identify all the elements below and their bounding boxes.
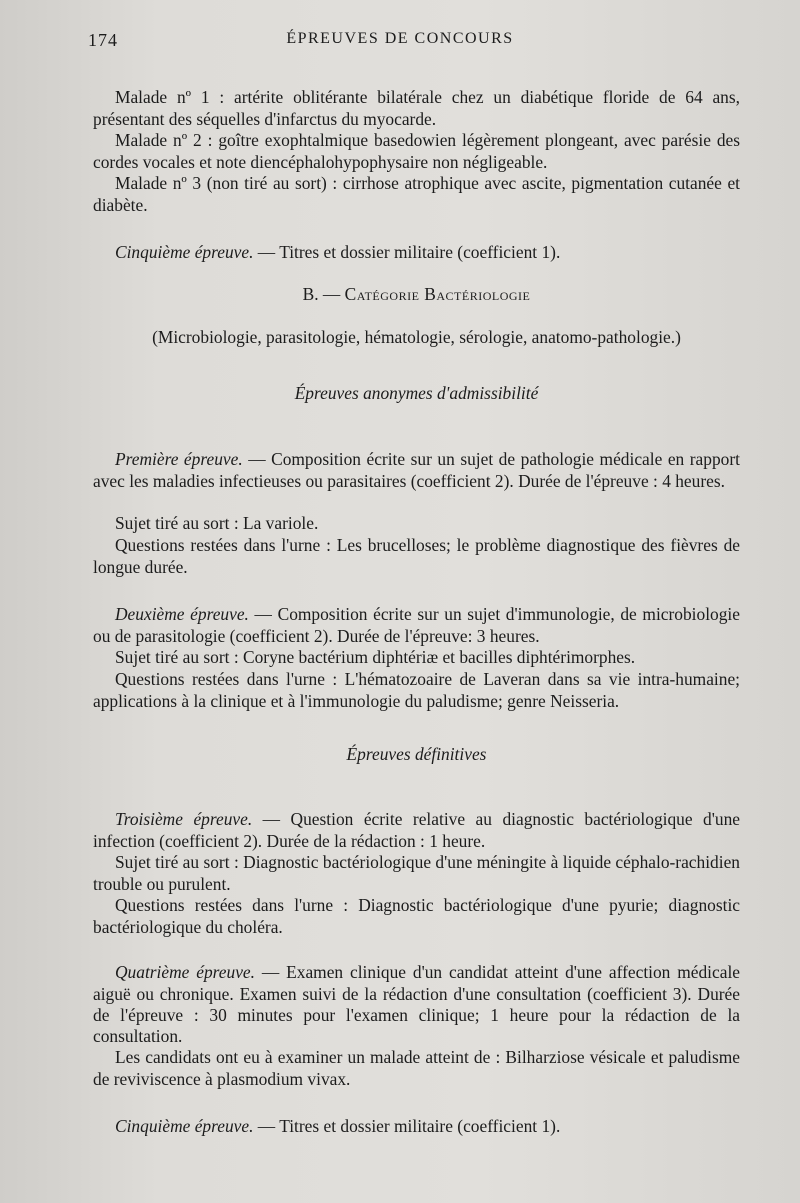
premiere-epreuve xyxy=(93,449,740,491)
cinquieme-epreuve-bacteriologie xyxy=(93,1116,740,1137)
section-b-prefix: B. — xyxy=(302,284,345,304)
premiere-sujet: Sujet tiré au sort : La variole. xyxy=(115,513,319,534)
page-number: 174 xyxy=(88,30,118,50)
epreuve-label: Quatrième épreuve. xyxy=(115,962,255,983)
running-title: ÉPREUVES DE CONCOURS xyxy=(286,30,514,47)
premiere-questions: Questions restées dans l'urne : Les brucelloses; le problème diagnostique des fièvres de longue durée. xyxy=(93,535,740,577)
malade-2-paragraph: Malade nº 2 : goître exophtalmique basedowien légèrement plongeant, avec parésie des cordes vocales et note diencéphalohypophysaire non négligeable. xyxy=(93,130,740,172)
cinquieme-epreuve-medecine xyxy=(93,242,740,263)
malade-1-paragraph: Malade nº 1 : artérite oblitérante bilatérale chez un diabétique floride de 64 ans, présentant des séquelles d'infarctus du myocarde. xyxy=(93,87,740,129)
epreuve-text: — Composition écrite sur un sujet de pathologie médicale en rapport avec les maladies infectieuses ou parasitaires (coefficient 2). Durée de l'épreuve : 4 heures. xyxy=(93,449,740,491)
page-header xyxy=(0,30,800,56)
epreuve-label: Cinquième épreuve. xyxy=(115,1116,254,1137)
admissibilite-heading: Épreuves anonymes d'admissibilité xyxy=(294,383,539,403)
deuxieme-epreuve xyxy=(93,604,740,646)
quatrieme-epreuve xyxy=(93,962,740,1047)
troisieme-sujet: Sujet tiré au sort : Diagnostic bactériologique d'une méningite à liquide céphalo-rachidien trouble ou purulent. xyxy=(93,852,740,894)
section-b-name: Catégorie Bactériologie xyxy=(344,284,531,304)
epreuve-label: Cinquième épreuve. xyxy=(115,242,254,263)
epreuve-text: — Question écrite relative au diagnostic bactériologique d'une infection (coefficient 2). Durée de la rédaction : 1 heure. xyxy=(93,809,740,851)
quatrieme-candidats: Les candidats ont eu à examiner un malade atteint de : Bilharziose vésicale et paludisme de reviviscence à plasmodium vivax. xyxy=(93,1047,740,1089)
deuxieme-questions: Questions restées dans l'urne : L'hématozoaire de Laveran dans sa vie intra-humaine; applications à la clinique et à l'immunologie du paludisme; genre Neisseria. xyxy=(93,669,740,711)
section-b-title xyxy=(93,283,740,305)
deuxieme-sujet: Sujet tiré au sort : Coryne bactérium diphtériæ et bacilles diphtérimorphes. xyxy=(115,647,636,668)
section-b-subtitle: (Microbiologie, parasitologie, hématologie, sérologie, anatomo-pathologie.) xyxy=(152,327,681,347)
epreuve-text: — Examen clinique d'un candidat atteint d'une affection médicale aiguë ou chronique. Examen suivi de la rédaction d'une consultation (coefficient 3). Durée de l'épreuve : 30 minutes pour l'examen clinique; 1 heure pour la rédaction de la consultation. xyxy=(93,962,741,1046)
epreuve-label: Troisième épreuve. xyxy=(115,809,253,830)
troisieme-questions: Questions restées dans l'urne : Diagnostic bactériologique d'une pyurie; diagnostic bactériologique du choléra. xyxy=(93,895,740,937)
epreuve-label: Deuxième épreuve. xyxy=(115,604,249,625)
epreuve-text: — Composition écrite sur un sujet d'immunologie, de microbiologie ou de parasitologie (coefficient 2). Durée de l'épreuve: 3 heures. xyxy=(93,604,740,646)
troisieme-epreuve xyxy=(93,809,740,851)
malade-3-paragraph: Malade nº 3 (non tiré au sort) : cirrhose atrophique avec ascite, pigmentation cutanée et diabète. xyxy=(93,173,740,215)
epreuve-text: — Titres et dossier militaire (coefficient 1). xyxy=(253,242,561,263)
definitives-heading: Épreuves définitives xyxy=(346,744,487,764)
epreuve-label: Première épreuve. xyxy=(115,449,243,470)
epreuve-text: — Titres et dossier militaire (coefficient 1). xyxy=(253,1116,561,1137)
